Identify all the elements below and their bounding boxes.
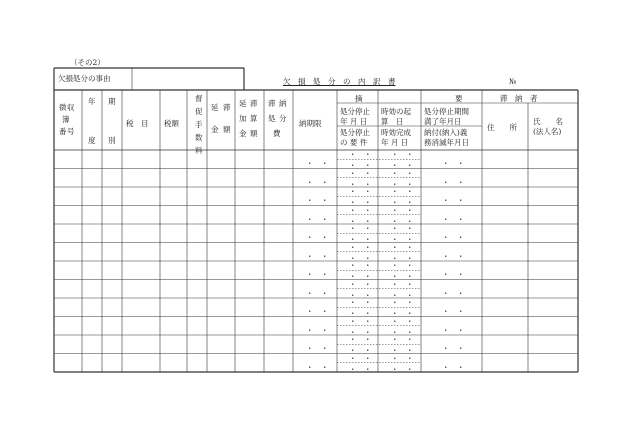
header-char: 収	[67, 103, 75, 112]
header-sub-label: 処分停止期間	[424, 107, 469, 116]
header-jusho: 住 所	[487, 123, 517, 132]
date-mark: ・ ・	[349, 346, 372, 356]
header-char: 処	[268, 114, 276, 123]
header-betsu: 別	[108, 136, 116, 145]
header-sub-label: 満了年月日	[424, 117, 462, 126]
header-sub-label: 時効の起	[381, 107, 411, 116]
date-mark: ・ ・	[442, 159, 465, 169]
header-ki: 期	[108, 97, 116, 106]
date-mark: ・ ・	[391, 224, 414, 233]
date-mark: ・ ・	[349, 150, 372, 159]
header-char: 分	[279, 114, 287, 123]
date-mark: ・ ・	[349, 290, 372, 300]
header-char: 額	[250, 129, 258, 138]
date-mark: ・ ・	[306, 307, 329, 317]
date-mark: ・ ・	[306, 325, 329, 335]
header-tekiyo: 摘	[355, 94, 363, 103]
header-zeimoku: 税 目	[126, 119, 149, 128]
header-char: 簿	[62, 115, 70, 124]
date-mark: ・ ・	[442, 344, 465, 354]
header-char: 料	[195, 146, 203, 155]
date-mark: ・ ・	[391, 327, 414, 337]
header-char: 延	[239, 99, 247, 108]
date-mark: ・ ・	[306, 344, 329, 354]
header-sub-label: 務消滅年月日	[424, 138, 469, 147]
date-mark: ・ ・	[391, 298, 414, 307]
header-do: 度	[88, 136, 96, 145]
date-mark: ・ ・	[306, 196, 329, 206]
header-char: 金	[239, 129, 247, 138]
number-label: №	[509, 77, 517, 86]
date-mark: ・ ・	[391, 261, 414, 270]
header-zeigaku: 税額	[164, 119, 179, 128]
date-mark: ・ ・	[442, 362, 465, 372]
date-mark: ・ ・	[391, 235, 414, 245]
date-mark: ・ ・	[391, 242, 414, 252]
header-taino-sha: 滞 納 者	[500, 94, 538, 103]
date-mark: ・ ・	[306, 177, 329, 187]
header-sub-label: 年 月 日	[340, 117, 368, 126]
header-char: 数	[195, 133, 203, 142]
header-char: 徴	[59, 103, 67, 112]
header-char: 番	[59, 127, 67, 136]
date-mark: ・ ・	[349, 198, 372, 208]
header-char: 金	[211, 125, 219, 134]
header-char: 納	[279, 99, 287, 108]
date-mark: ・ ・	[349, 235, 372, 245]
date-mark: ・ ・	[349, 224, 372, 233]
header-yo: 要	[455, 94, 463, 103]
date-mark: ・ ・	[391, 198, 414, 208]
page-label: （その2）	[70, 58, 105, 67]
header-sub-label: 氏 名	[533, 117, 563, 126]
date-mark: ・ ・	[442, 233, 465, 243]
date-mark: ・ ・	[442, 270, 465, 280]
date-mark: ・ ・	[391, 187, 414, 196]
date-mark: ・ ・	[349, 309, 372, 319]
header-char: 延	[211, 103, 219, 112]
date-mark: ・ ・	[349, 272, 372, 282]
date-mark: ・ ・	[391, 216, 414, 226]
date-mark: ・ ・	[349, 335, 372, 344]
date-mark: ・ ・	[349, 179, 372, 189]
header-sub-label: 納付(納入)義	[424, 128, 468, 137]
date-mark: ・ ・	[442, 307, 465, 317]
date-mark: ・ ・	[391, 346, 414, 356]
date-mark: ・ ・	[391, 353, 414, 363]
date-mark: ・ ・	[391, 316, 414, 326]
date-mark: ・ ・	[391, 272, 414, 282]
header-char: 滞	[268, 99, 276, 108]
header-char: 手	[195, 120, 203, 129]
date-mark: ・ ・	[306, 270, 329, 280]
date-mark: ・ ・	[391, 335, 414, 344]
header-char: 加	[239, 114, 247, 123]
header-char: 額	[223, 125, 231, 134]
header-char: 督	[195, 94, 203, 103]
header-sub-label: の 要 件	[340, 138, 368, 147]
date-mark: ・ ・	[349, 187, 372, 196]
date-mark: ・ ・	[349, 364, 372, 374]
date-mark: ・ ・	[306, 159, 329, 169]
header-char: 算	[250, 114, 258, 123]
date-mark: ・ ・	[391, 179, 414, 189]
date-mark: ・ ・	[349, 161, 372, 171]
date-mark: ・ ・	[442, 177, 465, 187]
header-sub-label: 処分停止	[340, 128, 370, 137]
header-sub-label: 年 月 日	[381, 138, 409, 147]
header-char: 促	[195, 107, 203, 116]
date-mark: ・ ・	[391, 205, 414, 215]
header-char: 費	[273, 129, 281, 138]
header-sub-label: 時効完成	[381, 128, 411, 137]
header-char: 滞	[250, 99, 258, 108]
date-mark: ・ ・	[349, 253, 372, 263]
date-mark: ・ ・	[442, 196, 465, 206]
header-sub-label: 処分停止	[340, 107, 370, 116]
date-mark: ・ ・	[349, 261, 372, 270]
date-mark: ・ ・	[442, 288, 465, 298]
header-char: 号	[67, 127, 75, 136]
header-noki-gen: 納期限	[299, 119, 322, 128]
date-mark: ・ ・	[391, 150, 414, 159]
date-mark: ・ ・	[349, 242, 372, 252]
header-nen: 年	[88, 97, 96, 106]
date-mark: ・ ・	[391, 279, 414, 289]
date-mark: ・ ・	[391, 253, 414, 263]
date-mark: ・ ・	[349, 205, 372, 215]
header-sub-label: (法人名)	[533, 127, 562, 136]
date-mark: ・ ・	[306, 214, 329, 224]
date-mark: ・ ・	[442, 214, 465, 224]
date-mark: ・ ・	[442, 251, 465, 261]
date-mark: ・ ・	[306, 251, 329, 261]
date-mark: ・ ・	[349, 327, 372, 337]
form-title: 欠 損 処 分 の 内 訳 書	[283, 77, 396, 86]
date-mark: ・ ・	[349, 279, 372, 289]
date-mark: ・ ・	[391, 161, 414, 171]
date-mark: ・ ・	[442, 325, 465, 335]
date-mark: ・ ・	[349, 353, 372, 363]
date-mark: ・ ・	[391, 168, 414, 178]
header-char: 滞	[223, 103, 231, 112]
date-mark: ・ ・	[391, 290, 414, 300]
date-mark: ・ ・	[349, 216, 372, 226]
date-mark: ・ ・	[349, 298, 372, 307]
date-mark: ・ ・	[306, 288, 329, 298]
date-mark: ・ ・	[349, 316, 372, 326]
date-mark: ・ ・	[349, 168, 372, 178]
reason-label: 欠損処分の事由	[58, 74, 111, 83]
date-mark: ・ ・	[306, 233, 329, 243]
header-sub-label: 算 日	[381, 117, 404, 126]
date-mark: ・ ・	[391, 364, 414, 374]
date-mark: ・ ・	[391, 309, 414, 319]
date-mark: ・ ・	[306, 362, 329, 372]
